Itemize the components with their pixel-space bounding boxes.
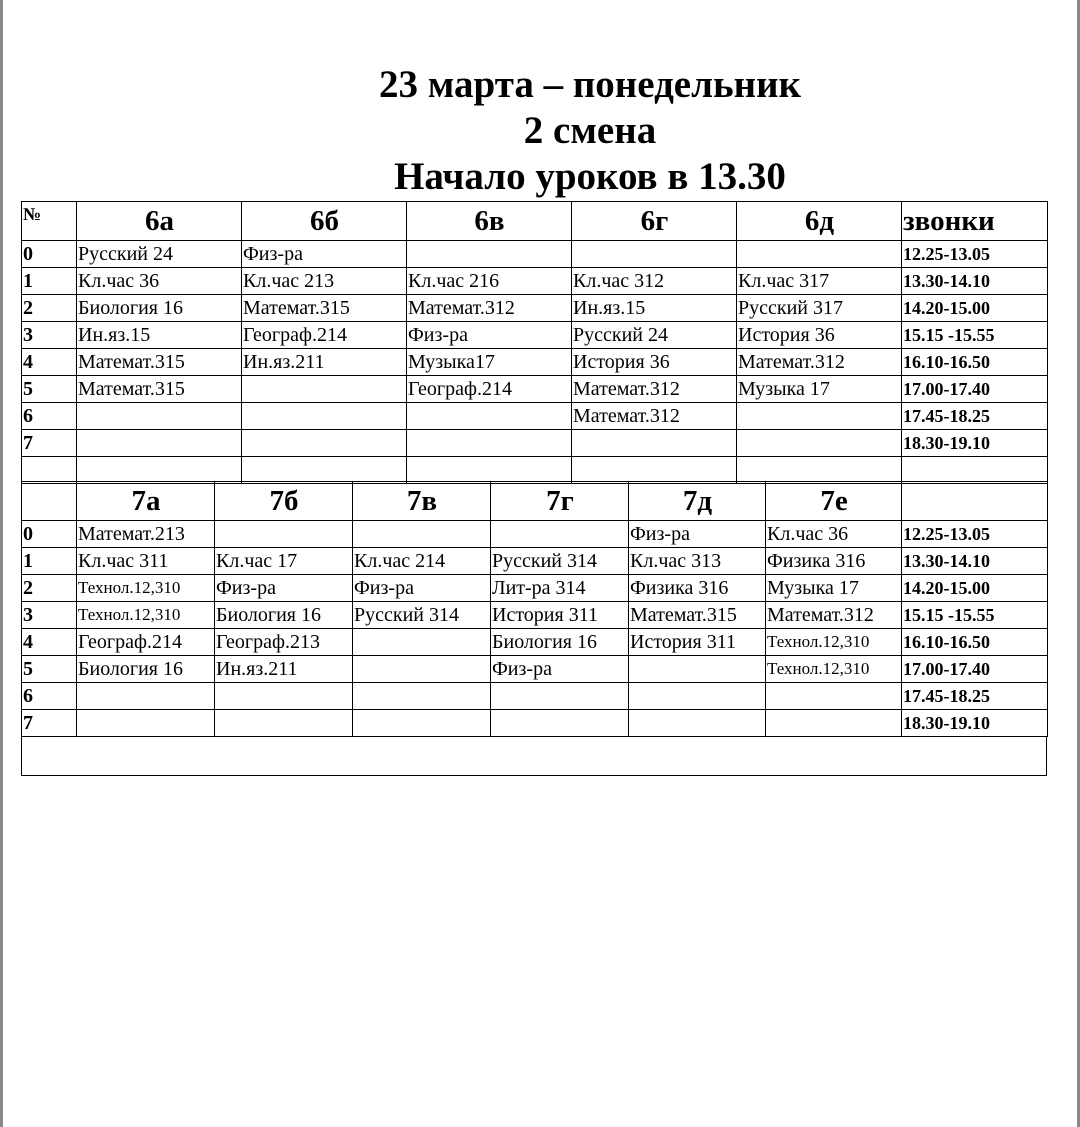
empty-cell [22, 457, 77, 484]
table-row [22, 241, 1048, 268]
lesson-number-header [22, 482, 77, 521]
lesson-cell: Биология 16 [77, 656, 215, 683]
lesson-cell: Кл.час 213 [242, 268, 407, 295]
lesson-cell: Кл.час 317 [737, 268, 902, 295]
lesson-cell: Технол.12,310 [766, 629, 902, 656]
class-header: 7е [766, 482, 902, 521]
lesson-cell: Физ-ра [353, 575, 491, 602]
lesson-cell: Географ.214 [407, 376, 572, 403]
lesson-cell: Географ.213 [215, 629, 353, 656]
table-footer-empty-row [21, 736, 1047, 776]
table-row [22, 683, 1048, 710]
lesson-number: 2 [22, 575, 77, 602]
table-row [22, 629, 1048, 656]
class-header: 6в [407, 202, 572, 241]
schedule-table-grade-6 [21, 201, 1048, 484]
lesson-cell: Ин.яз.211 [215, 656, 353, 683]
lesson-cell: Русский 314 [353, 602, 491, 629]
class-header: 7г [491, 482, 629, 521]
lesson-cell: Русский 24 [77, 241, 242, 268]
bell-time: 18.30-19.10 [902, 710, 1048, 737]
bell-time: 14.20-15.00 [902, 295, 1048, 322]
lesson-cell: Кл.час 312 [572, 268, 737, 295]
class-header: 6г [572, 202, 737, 241]
lesson-cell: Физ-ра [215, 575, 353, 602]
title-start-time: Начало уроков в 13.30 [394, 155, 786, 198]
lesson-cell: Математ.315 [77, 376, 242, 403]
class-header: 7а [77, 482, 215, 521]
bells-header: звонки [902, 202, 1048, 241]
bell-time: 17.45-18.25 [902, 683, 1048, 710]
bell-time: 16.10-16.50 [902, 349, 1048, 376]
lesson-cell: Математ.312 [572, 403, 737, 430]
lesson-number: 1 [22, 548, 77, 575]
lesson-cell [242, 376, 407, 403]
lesson-number: 7 [22, 710, 77, 737]
lesson-cell [77, 683, 215, 710]
lesson-cell: Математ.315 [242, 295, 407, 322]
lesson-cell [572, 241, 737, 268]
lesson-cell: Биология 16 [77, 295, 242, 322]
lesson-cell: Технол.12,310 [77, 575, 215, 602]
lesson-cell: Физ-ра [629, 521, 766, 548]
table-row [22, 575, 1048, 602]
lesson-cell: Биология 16 [491, 629, 629, 656]
lesson-number: 4 [22, 349, 77, 376]
lesson-cell [737, 430, 902, 457]
table-row [22, 376, 1048, 403]
lesson-cell [491, 683, 629, 710]
lesson-cell [629, 656, 766, 683]
bell-time: 17.45-18.25 [902, 403, 1048, 430]
table-row [22, 295, 1048, 322]
table-row [22, 602, 1048, 629]
lesson-cell [407, 241, 572, 268]
lesson-cell: Лит-ра 314 [491, 575, 629, 602]
bell-time: 17.00-17.40 [902, 376, 1048, 403]
lesson-cell: История 36 [737, 322, 902, 349]
table-row [22, 656, 1048, 683]
lesson-number: 4 [22, 629, 77, 656]
empty-cell [77, 457, 242, 484]
lesson-cell: Кл.час 17 [215, 548, 353, 575]
empty-cell [737, 457, 902, 484]
lesson-cell [77, 430, 242, 457]
lesson-cell [353, 521, 491, 548]
lesson-cell: Технол.12,310 [766, 656, 902, 683]
lesson-number-header: № [22, 202, 77, 241]
lesson-number: 6 [22, 403, 77, 430]
table-row [22, 430, 1048, 457]
lesson-cell: Музыка17 [407, 349, 572, 376]
lesson-cell: Математ.312 [737, 349, 902, 376]
page-title [300, 62, 880, 200]
bell-time: 15.15 -15.55 [902, 602, 1048, 629]
lesson-cell [491, 710, 629, 737]
table-row-empty [22, 457, 1048, 484]
lesson-cell: Географ.214 [242, 322, 407, 349]
class-header: 6б [242, 202, 407, 241]
lesson-cell: Ин.яз.15 [77, 322, 242, 349]
table-row [22, 548, 1048, 575]
bell-time: 16.10-16.50 [902, 629, 1048, 656]
lesson-cell: История 311 [629, 629, 766, 656]
table-row [22, 710, 1048, 737]
lesson-cell: Математ.315 [629, 602, 766, 629]
schedule-table-grade-7 [21, 481, 1048, 737]
lesson-number: 5 [22, 376, 77, 403]
lesson-number: 0 [22, 241, 77, 268]
lesson-cell: Ин.яз.211 [242, 349, 407, 376]
lesson-cell [215, 710, 353, 737]
lesson-cell: Кл.час 216 [407, 268, 572, 295]
lesson-cell [215, 683, 353, 710]
class-header: 7д [629, 482, 766, 521]
class-header: 6а [77, 202, 242, 241]
lesson-cell [353, 710, 491, 737]
lesson-cell: Физ-ра [491, 656, 629, 683]
lesson-cell [766, 683, 902, 710]
bell-time: 15.15 -15.55 [902, 322, 1048, 349]
lesson-number: 5 [22, 656, 77, 683]
lesson-cell [353, 629, 491, 656]
lesson-cell [407, 430, 572, 457]
lesson-cell [242, 430, 407, 457]
lesson-cell: История 36 [572, 349, 737, 376]
page-edge-left [0, 0, 3, 1127]
lesson-cell: Физ-ра [407, 322, 572, 349]
lesson-cell: Физика 316 [629, 575, 766, 602]
empty-cell [407, 457, 572, 484]
lesson-cell: Математ.213 [77, 521, 215, 548]
lesson-cell [737, 241, 902, 268]
lesson-cell [215, 521, 353, 548]
lesson-cell: Музыка 17 [766, 575, 902, 602]
lesson-cell [629, 683, 766, 710]
bell-time: 18.30-19.10 [902, 430, 1048, 457]
lesson-cell: Физика 316 [766, 548, 902, 575]
lesson-number: 2 [22, 295, 77, 322]
lesson-number: 1 [22, 268, 77, 295]
class-header: 7в [353, 482, 491, 521]
lesson-cell [353, 656, 491, 683]
lesson-cell: Математ.315 [77, 349, 242, 376]
lesson-number: 6 [22, 683, 77, 710]
lesson-cell [737, 403, 902, 430]
bell-time: 17.00-17.40 [902, 656, 1048, 683]
bell-time: 12.25-13.05 [902, 521, 1048, 548]
lesson-cell: История 311 [491, 602, 629, 629]
lesson-number: 3 [22, 602, 77, 629]
lesson-cell: Кл.час 36 [77, 268, 242, 295]
title-date: 23 марта – понедельник [378, 63, 802, 106]
lesson-cell [629, 710, 766, 737]
table-row [22, 322, 1048, 349]
bell-time: 13.30-14.10 [902, 268, 1048, 295]
bell-time: 14.20-15.00 [902, 575, 1048, 602]
empty-cell [572, 457, 737, 484]
empty-cell [242, 457, 407, 484]
lesson-cell [766, 710, 902, 737]
class-header: 7б [215, 482, 353, 521]
lesson-number: 7 [22, 430, 77, 457]
title-shift: 2 смена [523, 109, 657, 152]
lesson-cell: Русский 24 [572, 322, 737, 349]
lesson-cell: Биология 16 [215, 602, 353, 629]
lesson-cell [77, 710, 215, 737]
lesson-cell: Русский 314 [491, 548, 629, 575]
lesson-cell: Географ.214 [77, 629, 215, 656]
lesson-cell: Технол.12,310 [77, 602, 215, 629]
table-row [22, 521, 1048, 548]
lesson-cell: Ин.яз.15 [572, 295, 737, 322]
lesson-cell [242, 403, 407, 430]
table-row [22, 403, 1048, 430]
lesson-cell: Музыка 17 [737, 376, 902, 403]
lesson-cell: Физ-ра [242, 241, 407, 268]
header-row [22, 482, 1048, 521]
lesson-cell [572, 430, 737, 457]
lesson-number: 0 [22, 521, 77, 548]
bells-header [902, 482, 1048, 521]
lesson-cell [353, 683, 491, 710]
lesson-cell: Математ.312 [407, 295, 572, 322]
empty-cell [902, 457, 1048, 484]
lesson-cell: Кл.час 313 [629, 548, 766, 575]
table-row [22, 349, 1048, 376]
lesson-cell: Русский 317 [737, 295, 902, 322]
lesson-cell [407, 403, 572, 430]
table-row [22, 268, 1048, 295]
lesson-cell: Кл.час 36 [766, 521, 902, 548]
lesson-cell: Математ.312 [572, 376, 737, 403]
lesson-cell [491, 521, 629, 548]
bell-time: 13.30-14.10 [902, 548, 1048, 575]
lesson-cell: Математ.312 [766, 602, 902, 629]
lesson-number: 3 [22, 322, 77, 349]
lesson-cell: Кл.час 311 [77, 548, 215, 575]
class-header: 6д [737, 202, 902, 241]
lesson-cell: Кл.час 214 [353, 548, 491, 575]
bell-time: 12.25-13.05 [902, 241, 1048, 268]
lesson-cell [77, 403, 242, 430]
header-row [22, 202, 1048, 241]
